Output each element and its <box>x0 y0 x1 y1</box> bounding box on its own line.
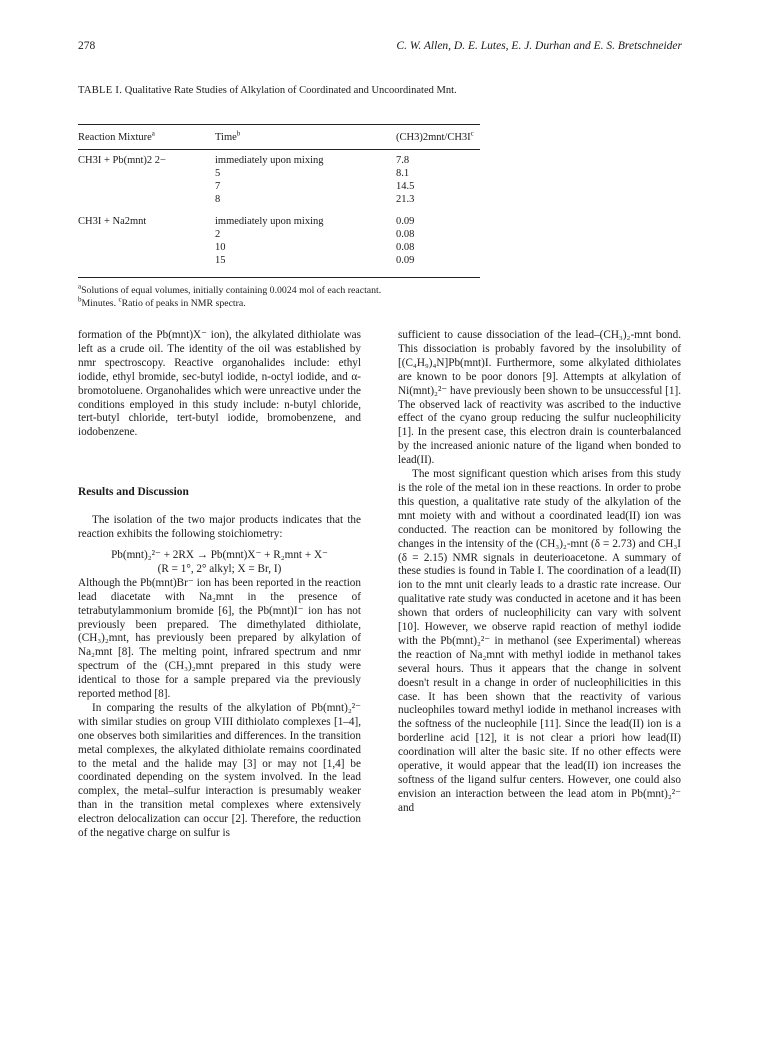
ratio-cell: 0.09 <box>396 216 415 227</box>
column-header-mixture: Reaction Mixture$^a$ <box>78 129 155 143</box>
table-bottom-rule <box>78 277 480 278</box>
equation-conditions: (R = 1°, 2° alkyl; X = Br, I) <box>157 562 282 575</box>
table-caption-label: TABLE I. <box>78 85 123 96</box>
table-row <box>78 181 480 194</box>
paragraph: The isolation of the two major products indicates that the reaction exhibits the following stoichiometry: <box>78 514 361 541</box>
table-row <box>78 168 480 181</box>
table-caption <box>78 84 478 97</box>
time-cell: immediately upon mixing <box>215 216 324 227</box>
time-cell: 8 <box>215 194 221 205</box>
table-header-rule <box>78 149 480 150</box>
running-head <box>78 40 682 56</box>
paragraph: In comparing the results of the alkylation of Pb(mnt)₂²⁻ with similar studies on group VIII dithiolato complexes [1–4], one observes both similarities and differences. In the transition metal complexes, the alkylated dithiolate remains coordinated to the metal and the halide may [3] or may not [1,4] be coordinated depending on the system involved. In the lead complex, the metal–sulfur interaction is presumably weaker than in the transition metal complexes where extensively electron delocalization can occur [2]. Therefore, the reduction of the negative charge on sulfur is <box>78 701 361 840</box>
ratio-cell: 0.08 <box>396 242 415 253</box>
mixture-cell: CH3I + Na2mnt <box>78 216 147 227</box>
time-cell: 10 <box>215 242 226 253</box>
table-footnotes <box>78 284 480 310</box>
paragraph: sufficient to cause dissociation of the lead–(CH₃)₂-mnt bond. This dissociation is probably favored by the insolubility of [(C₄H₉)₄N]Pb(mnt)I. Furthermore, some alkylated dithiolates are known to be poor donors [9]. Attempts at alkylation of Ni(mnt)₂²⁻ have previously been shown to be unsuccessful [1]. The observed lack of reactivity was ascribed to the inductive effect of the cyano group reducing the sulfur nucleophilicity [1]. In the present case, this electron drain is counterbalanced by the increased anionic nature of the ligand when bonded to lead(II). <box>398 329 681 467</box>
table-caption-text: Qualitative Rate Studies of Alkylation of Coordinated and Uncoordinated Mnt. <box>124 85 457 96</box>
ratio-cell: 7.8 <box>396 155 410 166</box>
left-text-column <box>78 329 361 841</box>
section-heading: Results and Discussion <box>78 486 189 499</box>
column-header-ratio: $(CH3)2mnt/CH3I^c$ <box>396 129 474 143</box>
paragraph: The most significant question which arises from this study is the role of the metal ion in these reactions. In order to probe this question, a qualitative rate study of the alkylation of the mnt moiety with and without a coordinated lead(II) ion was conducted. The reaction can be monitored by following the changes in the intensity of the (CH₃)₂-mnt (δ = 2.73) and CH₃I (δ = 2.15) NMR signals in deuterioacetone. A summary of these studies is found in Table I. The coordination of a lead(II) ion to the mnt unit clearly leads to a drastic rate increase. Our qualitative rate study was conducted in acetone and it has been shown that orders of nucleophilicity can vary with solvent [10]. However, we observe rapid reaction of methyl iodide with the Pb(mnt)₂²⁻ in methanol (see Experimental) whereas the reaction of Na₂mnt with methyl iodide in methanol takes several hours. Thus it appears that the change in solvent doesn't result in a change in order of nucleophilicities in this case. It has been shown that the reactivity of various nucleophiles toward methyl iodide in methanol increases with the softness of the nucleophile [11]. Since the lead(II) ion is a borderline acid [12], it is not clear a priori how lead(II) coordination will alter the basic site. If no other effects were operative, it would appear that the lead(II) ion increases the softness of the ligand sulfur centers. However, one could also envision an interaction between the lead atom in Pb(mnt)₂²⁻ and <box>398 468 681 814</box>
ratio-cell: 8.1 <box>396 168 410 179</box>
table-row <box>78 155 480 168</box>
footnote-bc: $^b$Minutes. $^c$Ratio of peaks in NMR spectra. <box>78 295 246 309</box>
column-header-time: Time$^b$ <box>215 129 241 143</box>
time-cell: 7 <box>215 181 221 192</box>
right-text-column <box>398 329 681 816</box>
table-row <box>78 229 480 242</box>
time-cell: 2 <box>215 229 221 240</box>
table-row <box>78 255 480 268</box>
running-head-authors: C. W. Allen, D. E. Lutes, E. J. Durhan and E. S. Bretschneider <box>396 40 682 52</box>
table-header-row <box>78 129 480 146</box>
ratio-cell: 21.3 <box>396 194 415 205</box>
table-top-rule <box>78 124 480 125</box>
ratio-cell: 14.5 <box>396 181 415 192</box>
page-number: 278 <box>78 40 96 52</box>
table-row <box>78 194 480 207</box>
ratio-cell: 0.09 <box>396 255 415 266</box>
time-cell: 5 <box>215 168 221 179</box>
table-row <box>78 242 480 255</box>
paragraph: Although the Pb(mnt)Br⁻ ion has been reported in the reaction lead diacetate with Na₂mnt in the presence of tetrabutylammonium bromide [6], the Pb(mnt)I⁻ ion has not previously been prepared. The dimethylated dithiolate, (CH₃)₂mnt, has previously been prepared by alkylation of Na₂mnt [8]. The melting point, infrared spectrum and nmr spectrum of the (CH₃)₂mnt prepared in this study were identical to those for a sample prepared via the previously reported method [8]. <box>78 576 361 701</box>
time-cell: 15 <box>215 255 226 266</box>
paragraph: formation of the Pb(mnt)X⁻ ion), the alkylated dithiolate was left as a crude oil. The identity of the oil was established by nmr spectroscopy. Reactive organohalides include: ethyl iodide, ethyl bromide, sec-butyl iodide, n-octyl iodide, and α-bromotoluene. Organohalides which were unreactive under the conditions employed in this study include: n-butyl chloride, tert-butyl chloride, tert-butyl iodide, bromobenzene, and iodobenzene. <box>78 329 361 439</box>
ratio-cell: 0.08 <box>396 229 415 240</box>
mixture-cell: CH3I + Pb(mnt)2 2− <box>78 155 166 166</box>
table-row <box>78 216 480 229</box>
equation: Pb(mnt)₂²⁻ + 2RX → Pb(mnt)X⁻ + R₂mnt + X⁻ <box>111 548 328 561</box>
time-cell: immediately upon mixing <box>215 155 324 166</box>
footnote-a: $^a$Solutions of equal volumes, initially containing 0.0024 mol of each reactant. <box>78 282 382 296</box>
